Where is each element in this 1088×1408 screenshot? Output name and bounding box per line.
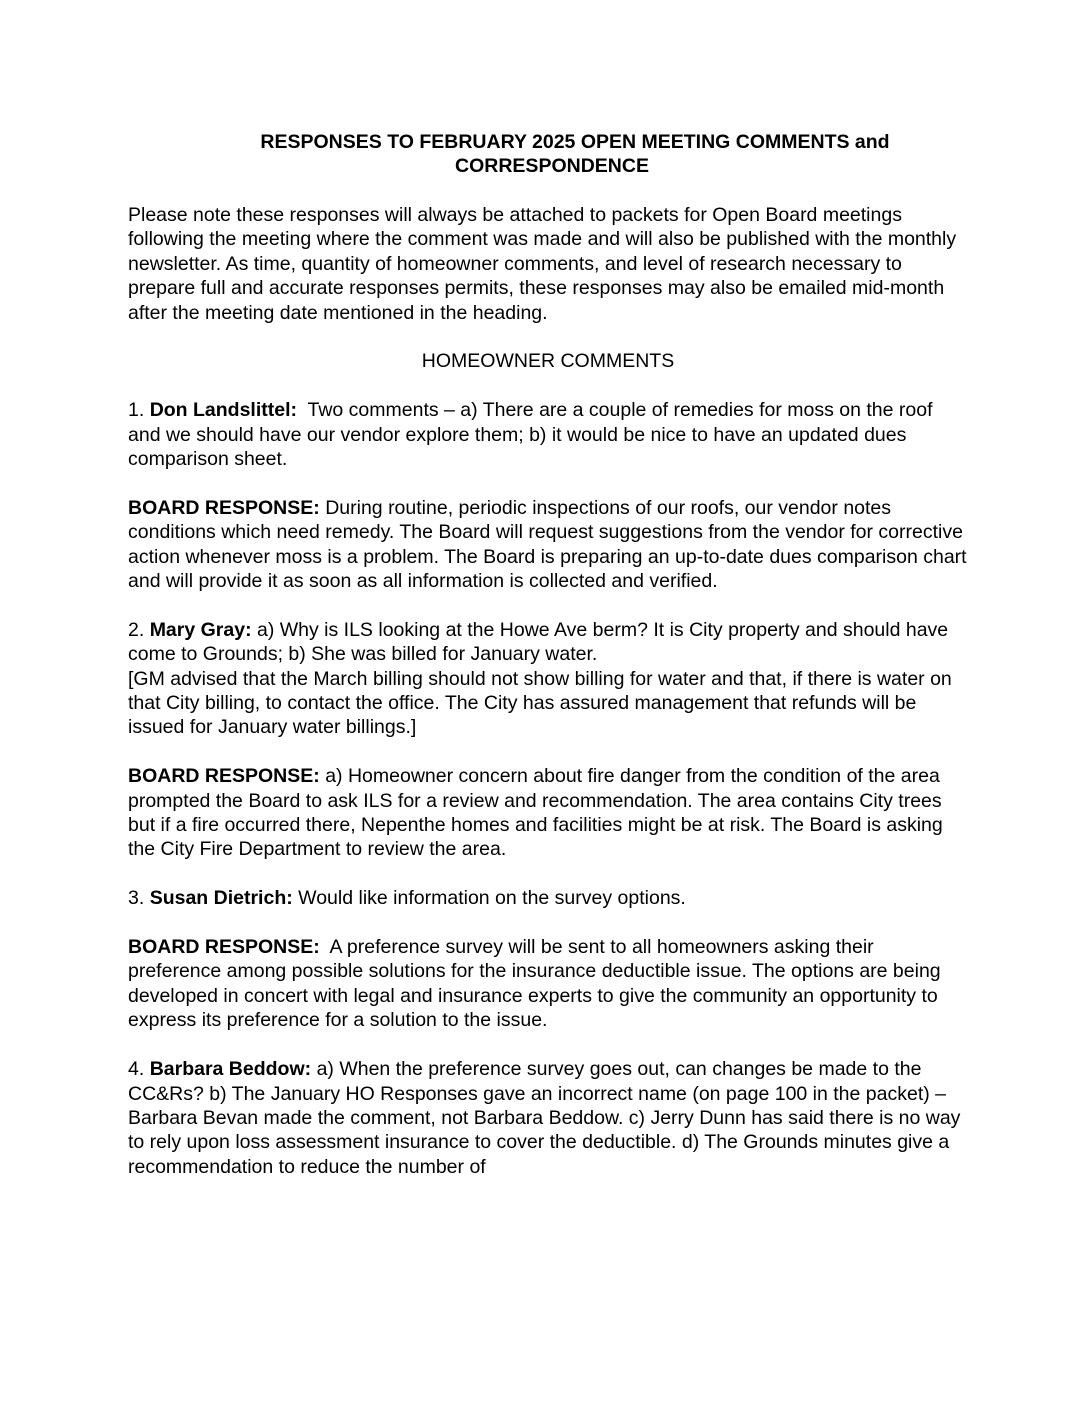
comment-1	[128, 398, 968, 471]
board-response-3	[128, 935, 968, 1033]
comment-number: 1.	[128, 399, 145, 422]
comment-number: 3.	[128, 887, 145, 910]
commenter-name: Mary Gray:	[149, 618, 252, 641]
comment-number: 4.	[128, 1058, 145, 1081]
board-response-text: a) Homeowner concern about fire danger from the condition of the area prompted the Board to ask ILS for a review and recommendation. The area contains City trees but if a fire occurred there, Nepenthe homes and facilities might be at risk. The Board is asking the City Fire Department to review the area.	[128, 765, 943, 861]
gm-note: [GM advised that the March billing should not show billing for water and that, if there is water on that City billing, to contact the office. The City has assured management that refunds will be issued for January water billings.]	[128, 667, 952, 739]
title-line-1: RESPONSES TO FEBRUARY 2025 OPEN MEETING COMMENTS and	[260, 131, 890, 153]
commenter-name: Don Landslittel:	[149, 399, 298, 422]
board-response-2	[128, 764, 968, 862]
section-heading: HOMEOWNER COMMENTS	[421, 350, 675, 373]
commenter-name: Susan Dietrich:	[149, 887, 293, 910]
comment-text: Two comments – a) There are a couple of remedies for moss on the roof and we should have our vendor explore them; b) it would be nice to have an updated dues comparison sheet.	[128, 399, 933, 471]
comment-4	[128, 1057, 968, 1179]
document-body	[128, 203, 968, 1204]
board-response-text: A preference survey will be sent to all homeowners asking their preference among possible solutions for the insurance deductible issue. The options are being developed in concert with legal and insurance experts to give the community an opportunity to express its preference for a solution to the issue.	[128, 936, 941, 1032]
comment-3	[128, 886, 968, 910]
document-title	[130, 130, 960, 178]
comment-text: a) Why is ILS looking at the Howe Ave berm? It is City property and should have come to Grounds; b) She was billed for January water.	[128, 618, 949, 666]
commenter-name: Barbara Beddow:	[149, 1058, 312, 1081]
comment-text: Would like information on the survey options.	[298, 887, 686, 910]
board-response-text: During routine, periodic inspections of our roofs, our vendor notes conditions which need remedy. The Board will request suggestions from the vendor for corrective action whenever moss is a problem. The Board is preparing an up-to-date dues comparison chart and will provide it as soon as all information is collected and verified.	[128, 496, 967, 593]
board-response-label: BOARD RESPONSE:	[128, 765, 320, 788]
comment-number: 2.	[128, 618, 145, 641]
board-response-1	[128, 496, 968, 594]
intro-paragraph: Please note these responses will always be attached to packets for Open Board meetings following the meeting where the comment was made and will also be published with the monthly newsletter. As time, quantity of homeowner comments, and level of research necessary to prepare full and accurate responses permits, these responses may also be emailed mid-month after the meeting date mentioned in the heading.	[128, 204, 957, 324]
comment-text: a) When the preference survey goes out, can changes be made to the CC&Rs? b) The January HO Responses gave an incorrect name (on page 100 in the packet) – Barbara Bevan made the comment, not Barbara Beddow. c) Jerry Dunn has said there is no way to rely upon loss assessment insurance to cover the deductible. d) The Grounds minutes give a recommendation to reduce the number of	[128, 1058, 961, 1178]
board-response-label: BOARD RESPONSE:	[128, 496, 320, 519]
comment-2	[128, 618, 968, 740]
title-line-2: CORRESPONDENCE	[455, 155, 649, 177]
board-response-label: BOARD RESPONSE:	[128, 936, 320, 959]
